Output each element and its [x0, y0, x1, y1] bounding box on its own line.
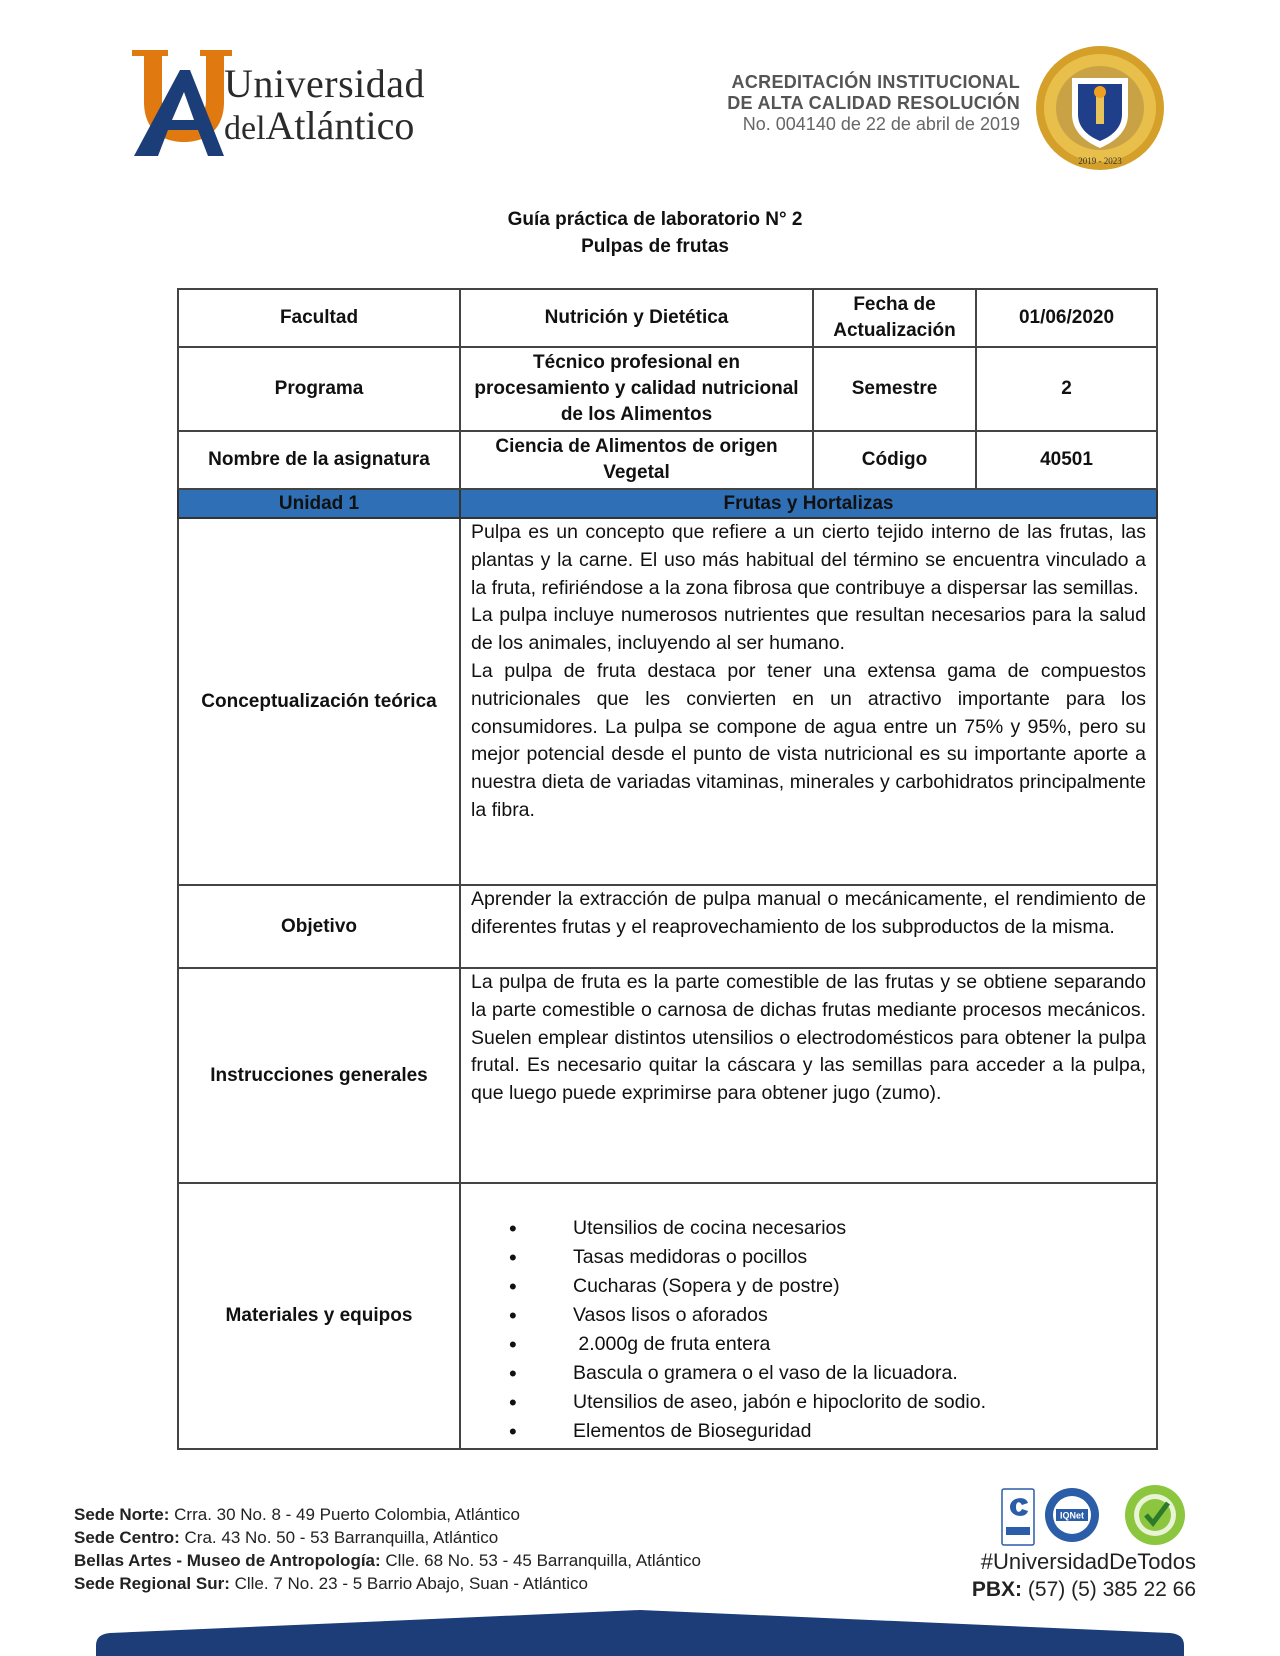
conceptualizacion-paragraph: Pulpa es un concepto que refiere a un cierto tejido interno de las frutas, las plantas y la carne. El uso más habitual del término se encuentra vinculado a la fruta, refiriéndose a la zona fibrosa que contribuye a dispersar las semillas.	[471, 521, 1146, 599]
accreditation-line3: No. 004140 de 22 de abril de 2019	[742, 114, 1020, 134]
certification-badges	[1000, 1483, 1200, 1555]
accreditation-line2: DE ALTA CALIDAD RESOLUCIÓN	[727, 93, 1020, 113]
asignatura-value: Ciencia de Alimentos de origen Vegetal	[460, 431, 813, 489]
conceptualizacion-paragraph: La pulpa de fruta destaca por tener una extensa gama de compuestos nutricionales que les convierten en un atractivo importante para los consumidores. La pulpa se compone de agua entre un 75% y 95%, pero su mejor potencial desde el punto de vista nutricional es su importante aporte a nuestra dieta de variadas vitaminas, minerales y carbohidratos principalmente la fibra.	[471, 659, 1146, 821]
logo-line2-prefix: del	[224, 110, 266, 147]
hashtag: #UniversidadDeTodos	[980, 1549, 1196, 1574]
facultad-label: Facultad	[178, 289, 460, 347]
course-info-table	[177, 288, 1158, 1450]
logo-wordmark	[224, 61, 426, 148]
conceptualizacion-text	[460, 518, 1157, 885]
list-item: • Bascula o gramera o el vaso de la licuadora.	[543, 1359, 1146, 1388]
svg-text:2019 - 2023: 2019 - 2023	[1078, 156, 1122, 166]
document-subtitle: Pulpas de frutas	[581, 236, 729, 257]
iqnet-icon	[1045, 1488, 1099, 1542]
footer-band	[0, 1600, 1280, 1656]
logo-line1: Universidad	[224, 61, 426, 106]
programa-value: Técnico profesional en procesamiento y calidad nutricional de los Alimentos	[460, 347, 813, 431]
accreditation-line1: ACREDITACIÓN INSTITUCIONAL	[731, 72, 1020, 92]
conceptualizacion-label: Conceptualización teórica	[178, 518, 460, 885]
document-title-block	[0, 206, 1280, 260]
unidad-label: Unidad 1	[178, 489, 460, 518]
svg-text:IQNet: IQNet	[1059, 1510, 1085, 1521]
materiales-label: Materiales y equipos	[178, 1183, 460, 1449]
codigo-value: 40501	[976, 431, 1157, 489]
list-item: • Vasos lisos o aforados	[543, 1301, 1146, 1330]
table-row-asignatura	[178, 431, 1157, 489]
table-row-unidad	[178, 489, 1157, 518]
table-row-objetivo	[178, 885, 1157, 968]
list-item: • Cucharas (Sopera y de postre)	[543, 1272, 1146, 1301]
unidad-value: Frutas y Hortalizas	[460, 489, 1157, 518]
list-item: • Tasas medidoras o pocillos	[543, 1243, 1146, 1272]
accreditation-text	[690, 72, 1020, 135]
fecha-value: 01/06/2020	[976, 289, 1157, 347]
list-item: • Elementos de Bioseguridad	[543, 1417, 1146, 1446]
address-line: Bellas Artes - Museo de Antropología: Clle. 68 No. 53 - 45 Barranquilla, Atlántico	[74, 1551, 702, 1570]
materiales-cell	[460, 1183, 1157, 1449]
conceptualizacion-paragraph: La pulpa incluye numerosos nutrientes que resultan necesarios para la salud de los animales, incluyendo al ser humano.	[471, 604, 1146, 655]
table-row-programa	[178, 347, 1157, 431]
pbx-phone: PBX: (57) (5) 385 22 66	[971, 1578, 1196, 1601]
footer-addresses	[74, 1503, 701, 1595]
table-row-instrucciones	[178, 968, 1157, 1183]
list-item: • 2.000g de fruta entera	[543, 1330, 1146, 1359]
codigo-label: Código	[813, 431, 976, 489]
table-row-conceptualizacion	[178, 518, 1157, 885]
objetivo-label: Objetivo	[178, 885, 460, 968]
instrucciones-text: La pulpa de fruta es la parte comestible de las frutas y se obtiene separando la parte comestible o carnosa de dichas frutas mediante procesos mecánicos. Suelen emplear distintos utensilios o electrodomésticos para obtener la pulpa frutal. Es necesario quitar la cáscara y las semillas para acceder a la pulpa, que luego puede exprimirse para obtener jugo (zumo).	[460, 968, 1157, 1183]
instrucciones-label: Instrucciones generales	[178, 968, 460, 1183]
table-row-materiales	[178, 1183, 1157, 1449]
social-responsibility-icon	[1125, 1485, 1185, 1545]
university-logo	[128, 44, 448, 164]
semestre-value: 2	[976, 347, 1157, 431]
table-row-facultad	[178, 289, 1157, 347]
ua-logo-mark-icon	[128, 44, 238, 162]
semestre-label: Semestre	[813, 347, 976, 431]
list-item: • Utensilios de aseo, jabón e hipoclorito de sodio.	[543, 1388, 1146, 1417]
accreditation-seal-icon	[1032, 44, 1168, 172]
asignatura-label: Nombre de la asignatura	[178, 431, 460, 489]
facultad-value: Nutrición y Dietética	[460, 289, 813, 347]
address-line: Sede Norte: Crra. 30 No. 8 - 49 Puerto Colombia, Atlántico	[74, 1505, 520, 1524]
address-line: Sede Regional Sur: Clle. 7 No. 23 - 5 Barrio Abajo, Suan - Atlántico	[74, 1574, 589, 1593]
fecha-label: Fecha de Actualización	[813, 289, 976, 347]
objetivo-text: Aprender la extracción de pulpa manual o mecánicamente, el rendimiento de diferentes frutas y el reaprovechamiento de los subproductos de la misma.	[460, 885, 1157, 968]
document-title: Guía práctica de laboratorio N° 2	[507, 209, 803, 230]
iso-9001-icon	[1002, 1489, 1034, 1545]
logo-line2-main: Atlántico	[265, 103, 415, 148]
address-line: Sede Centro: Cra. 43 No. 50 - 53 Barranquilla, Atlántico	[74, 1528, 499, 1547]
list-item: • Utensilios de cocina necesarios	[543, 1214, 1146, 1243]
programa-label: Programa	[178, 347, 460, 431]
materiales-list	[471, 1214, 1146, 1446]
